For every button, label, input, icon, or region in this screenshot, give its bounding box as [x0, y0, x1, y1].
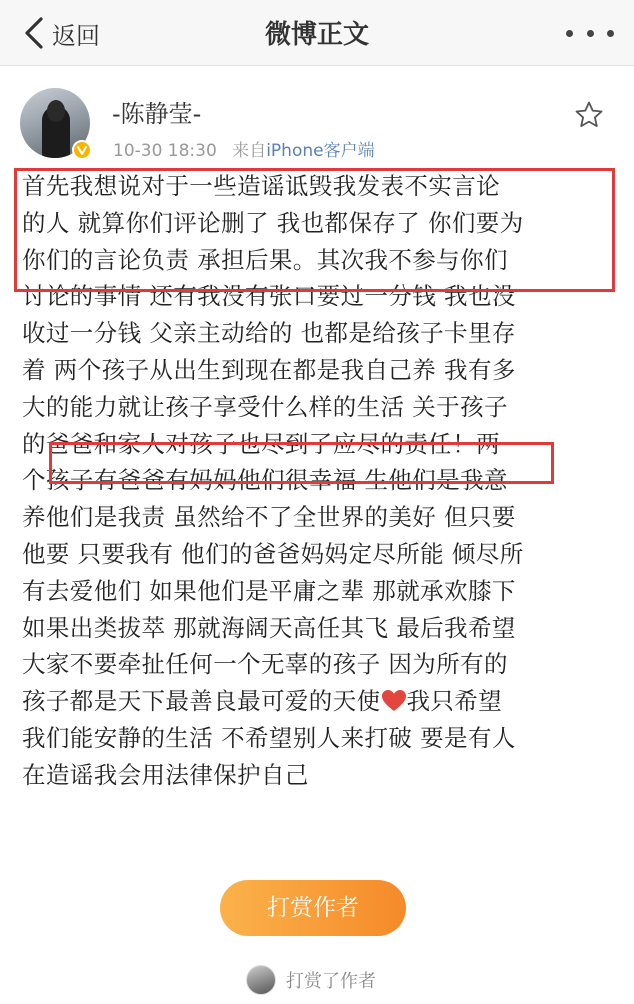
- source-prefix: 来自: [232, 141, 267, 161]
- username[interactable]: -陈静莹-: [112, 100, 202, 128]
- post-text-line: 在造谣我会用法律保护自己: [22, 760, 309, 789]
- post-time: 10-30 18:30: [113, 141, 217, 161]
- post-text-line: 你们的言论负责 承担后果。其次我不参与你们: [22, 245, 508, 274]
- reward-note-text: 打赏了作者: [286, 971, 376, 992]
- post-text-line: 有去爱他们 如果他们是平庸之辈 那就承欢膝下: [22, 576, 516, 605]
- post-text-segment: 我只希望: [406, 687, 503, 716]
- heart-emoji-icon: [381, 689, 407, 713]
- post-source[interactable]: iPhone客户端: [266, 141, 375, 161]
- more-dots-icon: [607, 30, 614, 37]
- post-text-line: 他要 只要我有 他们的爸爸妈妈定尽所能 倾尽所: [22, 539, 524, 568]
- post-text-line: 首先我想说对于一些造谣诋毁我发表不实言论: [22, 172, 500, 200]
- post-meta: [113, 136, 375, 161]
- post-text-line: 着 两个孩子从出生到现在都是我自己养 我有多: [22, 355, 516, 384]
- post-text-line-with-emoji: [22, 683, 618, 720]
- star-icon[interactable]: [574, 100, 604, 130]
- post-text-line: 大的能力就让孩子享受什么样的生活 关于孩子: [22, 392, 508, 421]
- post-text-line: 大家不要牵扯任何一个无辜的孩子 因为所有的: [22, 650, 508, 679]
- back-label: 返回: [52, 21, 100, 50]
- chevron-left-icon: [22, 16, 46, 50]
- highlight-box: [49, 442, 554, 484]
- top-navbar: [0, 0, 634, 66]
- more-dots-icon: [566, 30, 573, 37]
- reward-note[interactable]: [246, 964, 376, 996]
- post-text-line: 我们能安静的生活 不希望别人来打破 要是有人: [22, 723, 516, 752]
- verified-badge-icon: [72, 140, 92, 160]
- post-text-line: 如果出类拔萃 那就海阔天高任其飞 最后我希望: [22, 613, 516, 642]
- post-text-line: 个孩子有爸爸有妈妈他们很幸福 生他们是我意: [22, 466, 508, 495]
- post-text-line: 的人 就算你们评论删了 我也都保存了 你们要为: [22, 208, 524, 237]
- post-text-line: 讨论的事情 还有我没有张口要过一分钱 我也没: [22, 282, 516, 311]
- reward-author-button[interactable]: 打赏作者: [220, 880, 406, 936]
- post-text-line: 养他们是我责 虽然给不了全世界的美好 但只要: [22, 503, 516, 532]
- rewarder-avatar: [246, 965, 276, 995]
- post-text-segment: 孩子都是天下最善良最可爱的天使: [22, 687, 381, 716]
- more-dots-icon: [587, 30, 594, 37]
- post-text-line: 收过一分钱 父亲主动给的 也都是给孩子卡里存: [22, 319, 516, 348]
- post-text-line: 的爸爸和家人对孩子也尽到了应尽的责任！两: [22, 429, 500, 458]
- avatar-head: [47, 100, 65, 122]
- more-options-button[interactable]: [566, 20, 614, 46]
- highlight-box: [14, 168, 615, 292]
- post-header: [0, 66, 634, 166]
- back-button[interactable]: [22, 12, 100, 54]
- page-title: 微博正文: [264, 20, 369, 50]
